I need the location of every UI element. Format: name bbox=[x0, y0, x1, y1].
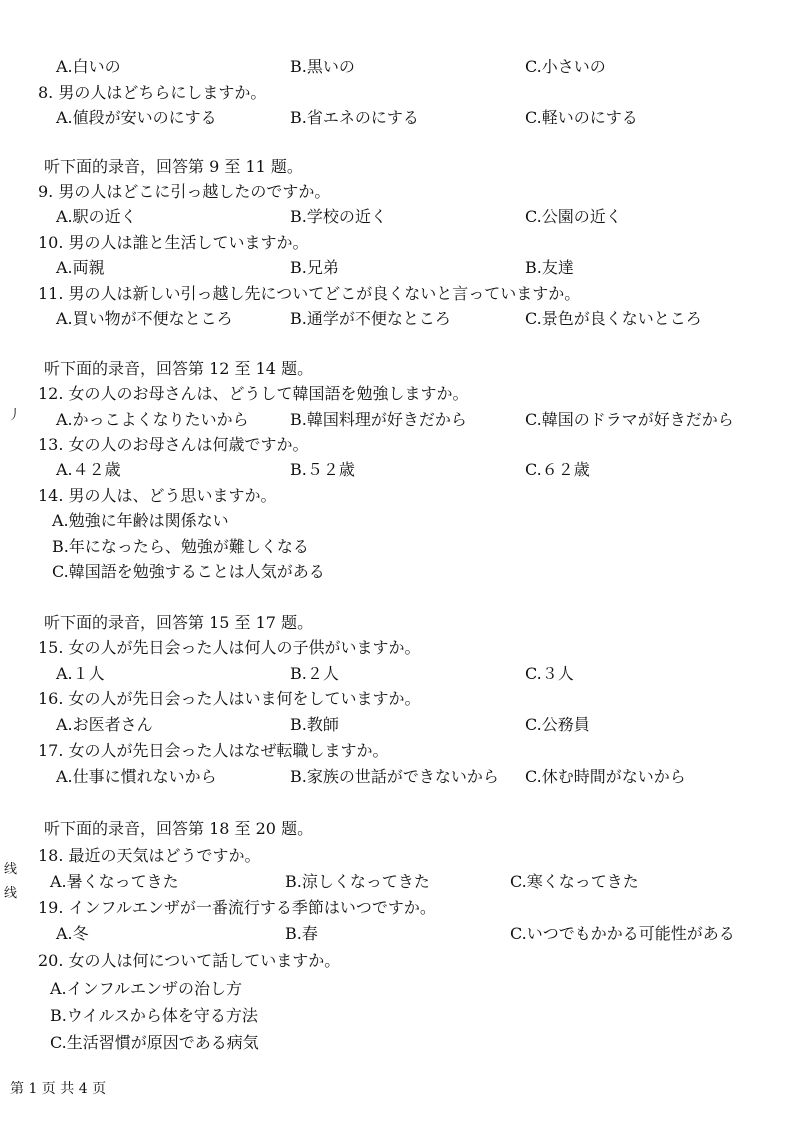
question-14 bbox=[0, 485, 794, 507]
option-row-14c bbox=[0, 561, 794, 583]
option-c: C.小さいの bbox=[525, 57, 606, 76]
option-c: C.休む時間がないから bbox=[525, 767, 686, 786]
options-row-19 bbox=[0, 923, 794, 945]
question-text: 18. 最近の天気はどうですか。 bbox=[38, 846, 261, 865]
option-a: A.かっこよくなりたいから bbox=[56, 410, 249, 429]
option-b: B.２人 bbox=[290, 664, 339, 683]
option-a: A.仕事に慣れないから bbox=[56, 767, 217, 786]
question-13 bbox=[0, 434, 794, 456]
question-text: 11. 男の人は新しい引っ越し先についてどこが良くないと言っていますか。 bbox=[38, 284, 581, 303]
option-b: B.年になったら、勉強が難しくなる bbox=[52, 537, 309, 556]
option-b: B.教師 bbox=[290, 715, 339, 734]
section-text: 听下面的录音，回答第 15 至 17 题。 bbox=[44, 613, 314, 632]
option-c: B.友達 bbox=[525, 258, 574, 277]
option-row-20c bbox=[0, 1032, 794, 1054]
option-c: C.いつでもかかる可能性がある bbox=[510, 924, 735, 943]
question-15 bbox=[0, 637, 794, 659]
question-text: 13. 女の人のお母さんは何歳ですか。 bbox=[38, 435, 309, 454]
question-12 bbox=[0, 383, 794, 405]
option-a: A.１人 bbox=[56, 664, 105, 683]
section-text: 听下面的录音，回答第 12 至 14 题。 bbox=[44, 359, 314, 378]
option-c: C.６２歳 bbox=[525, 460, 590, 479]
margin-mark: 线 bbox=[4, 886, 18, 901]
option-c: C.公務員 bbox=[525, 715, 590, 734]
option-a: A.４２歳 bbox=[56, 460, 121, 479]
option-a: A.駅の近く bbox=[56, 207, 137, 226]
section-text: 听下面的录音，回答第 18 至 20 题。 bbox=[44, 819, 314, 838]
option-b: B.涼しくなってきた bbox=[285, 872, 430, 891]
option-b: B.黒いの bbox=[290, 57, 355, 76]
options-row-16 bbox=[0, 714, 794, 736]
options-row-7 bbox=[0, 56, 794, 78]
option-c: C.軽いのにする bbox=[525, 108, 638, 127]
option-b: B.春 bbox=[285, 924, 318, 943]
option-a: A.買い物が不便なところ bbox=[56, 309, 233, 328]
section-heading-12-14 bbox=[0, 358, 794, 380]
question-19 bbox=[0, 897, 794, 919]
options-row-9 bbox=[0, 206, 794, 228]
question-11 bbox=[0, 283, 794, 305]
question-18 bbox=[0, 845, 794, 867]
option-a: A.インフルエンザの治し方 bbox=[50, 979, 243, 998]
section-text: 听下面的录音，回答第 9 至 11 题。 bbox=[44, 157, 303, 176]
question-text: 20. 女の人は何について話していますか。 bbox=[38, 951, 341, 970]
option-b: B.韓国料理が好きだから bbox=[290, 410, 467, 429]
options-row-12 bbox=[0, 409, 794, 431]
option-b: B.省エネのにする bbox=[290, 108, 419, 127]
question-text: 12. 女の人のお母さんは、どうして韓国語を勉強しますか。 bbox=[38, 384, 469, 403]
option-b: B.５２歳 bbox=[290, 460, 355, 479]
question-8 bbox=[0, 82, 794, 104]
option-c: C.寒くなってきた bbox=[510, 872, 639, 891]
option-a: A.値段が安いのにする bbox=[56, 108, 217, 127]
option-c: C.韓国のドラマが好きだから bbox=[525, 410, 734, 429]
question-text: 16. 女の人が先日会った人はいま何をしていますか。 bbox=[38, 689, 421, 708]
option-a: A.冬 bbox=[56, 924, 89, 943]
option-a: A.暑くなってきた bbox=[50, 872, 179, 891]
question-10 bbox=[0, 232, 794, 254]
options-row-11 bbox=[0, 308, 794, 330]
question-16 bbox=[0, 688, 794, 710]
options-row-8 bbox=[0, 107, 794, 129]
question-text: 14. 男の人は、どう思いますか。 bbox=[38, 486, 277, 505]
question-17 bbox=[0, 740, 794, 762]
page-number: 第 1 页 共 4 页 bbox=[10, 1081, 107, 1097]
question-text: 15. 女の人が先日会った人は何人の子供がいますか。 bbox=[38, 638, 421, 657]
option-b: B.ウイルスから体を守る方法 bbox=[50, 1006, 258, 1025]
option-b: B.学校の近く bbox=[290, 207, 387, 226]
page-footer bbox=[0, 1078, 794, 1100]
option-b: B.兄弟 bbox=[290, 258, 339, 277]
option-row-20b bbox=[0, 1005, 794, 1027]
option-row-14b bbox=[0, 536, 794, 558]
option-a: A.両親 bbox=[56, 258, 105, 277]
question-20 bbox=[0, 950, 794, 972]
option-row-14a bbox=[0, 510, 794, 532]
option-c: C.３人 bbox=[525, 664, 574, 683]
margin-mark: 线 bbox=[4, 862, 18, 877]
options-row-17 bbox=[0, 766, 794, 788]
question-text: 9. 男の人はどこに引っ越したのですか。 bbox=[38, 182, 331, 201]
option-c: C.景色が良くないところ bbox=[525, 309, 702, 328]
option-a: A.勉強に年齢は関係ない bbox=[52, 511, 229, 530]
option-b: B.家族の世話ができないから bbox=[290, 767, 499, 786]
section-heading-9-11 bbox=[0, 156, 794, 178]
option-a: A.お医者さん bbox=[56, 715, 153, 734]
question-text: 19. インフルエンザが一番流行する季節はいつですか。 bbox=[38, 898, 436, 917]
margin-mark: 丿 bbox=[8, 408, 22, 423]
question-9 bbox=[0, 181, 794, 203]
option-c: C.韓国語を勉強することは人気がある bbox=[52, 562, 325, 581]
question-text: 10. 男の人は誰と生活していますか。 bbox=[38, 233, 309, 252]
option-c: C.生活習慣が原因である病気 bbox=[50, 1033, 259, 1052]
section-heading-18-20 bbox=[0, 818, 794, 840]
question-text: 8. 男の人はどちらにしますか。 bbox=[38, 83, 267, 102]
options-row-13 bbox=[0, 459, 794, 481]
option-c: C.公園の近く bbox=[525, 207, 622, 226]
question-text: 17. 女の人が先日会った人はなぜ転職しますか。 bbox=[38, 741, 389, 760]
options-row-15 bbox=[0, 663, 794, 685]
option-b: B.通学が不便なところ bbox=[290, 309, 451, 328]
option-a: A.白いの bbox=[56, 57, 121, 76]
option-row-20a bbox=[0, 978, 794, 1000]
options-row-10 bbox=[0, 257, 794, 279]
section-heading-15-17 bbox=[0, 612, 794, 634]
options-row-18 bbox=[0, 871, 794, 893]
